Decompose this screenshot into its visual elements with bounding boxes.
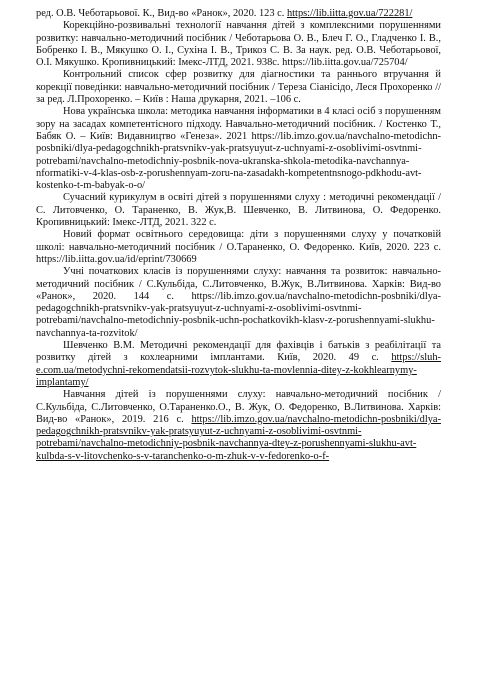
reference-text: Учні початкових класів із порушеннями слуху: навчання та розвиток: навчально-методичний посібник / С.Кульбіда, С.Литовченко, В.Жук, В.Литвинова. Харків: Вид-во «Ранок», 2020. 144 с. xyxy=(36,266,441,302)
reference-text: Корекційно-розвивальні технології навчання дітей з комплексними порушеннями розвитку: навчально-методичний посібник / Чеботарьова О. В., Блеч Г. О., Гладченко І. В., Бобренко І. В., Мякушко О. І., Сухіна І. В., Трикоз С. В. За наук. ред. О.В. Чеботарьової, О.І. Мякушко. Кропивницький: Імекс-ЛТД, 2021. 938с. xyxy=(36,20,441,69)
reference-entry-7 xyxy=(36,266,441,340)
reference-text: Нова українська школа: методика навчання інформатики в 4 класі осіб з порушенням зору на засадах компетентісного підходу. Навчально-методичний посібник. / Костенко Т., Бабяк О. – Київ: Видавництво «Генеза». 2021 xyxy=(36,106,441,142)
reference-link[interactable]: https://lib.iitta.gov.ua/id/eprint/730669 xyxy=(36,253,197,265)
reference-entry-1 xyxy=(36,8,441,20)
reference-text: Новий формат освітнього середовища: діти з порушеннями слуху у початковій школі: навчально-методичний посібник / О.Тараненко, О. Федоренко. Київ, 2020. 223 с. xyxy=(36,229,441,253)
reference-text: Навчання дітей із порушеннями слуху: навчально-методичний посібник / С.Кульбіда, С.Литовченко, О.Тараненко.О., В. Жук, О. Федоренко, В.Литвинова. Харків: Вид-во «Ранок», 2019. 216 с. xyxy=(36,389,441,425)
reference-link[interactable]: https://lib.iitta.gov.ua/725704/ xyxy=(282,57,408,69)
reference-entry-8 xyxy=(36,340,441,389)
reference-text: Шевченко В.М. Методичні рекомендації для фахівців і батьків з реабілітації та розвитку дітей з кохлеарними імплантами. Київ, 2020. 49 с. xyxy=(36,340,441,364)
reference-text: Контрольний список сфер розвитку для діагностики та раннього втручання й корекції поведінки: навчально-методичний посібник / Тереза Сіанісідо, Леся Прохоренко // за ред. Л.Прохоренко. – Київ : Наша друкарня, 2021. –106 с. xyxy=(36,69,441,106)
reference-link[interactable]: https://sluh-e.com.ua/metodychni-rekomendatsii-rozvytok-slukhu-ta-movlennia-ditey-z-kokhlearnymy-implantamy/ xyxy=(36,352,441,388)
reference-link[interactable]: https://lib.imzo.gov.ua/navchalno-metodichn-posbniki/dlya-pedagogchnikh-pratsvnikv-yak-pratsyuyut-z-uchnyami-z-osoblivimi-osvtnmi-potrebami/navchalno-metodichniy-posbnik-nova-ukranska-shkola-metodika-navchannya-nformatiki-v-4-klas-osb-z-porushennyam-zoru-na-zasadakh-kompetentnsnogo-pdkhodu-avt-kostenko-t-m-babyak-o-o/ xyxy=(36,130,441,192)
reference-link[interactable]: https://lib.imzo.gov.ua/navchalno-metodichn-posbniki/dlya-pedagogchnikh-pratsvnikv-yak-pratsyuyut-z-uchnyami-z-osoblivimi-osvtnmi-potrebami/navchalno-metodichniy-posbnik-navchannya-dtey-z-porushennyami-slukhu-avt-kulbda-s-v-litovchenko-s-v-taranchenko-o-m-zhuk-v-v-fedorenko-o-f- xyxy=(36,413,441,462)
reference-entry-5 xyxy=(36,192,441,229)
reference-entry-6 xyxy=(36,229,441,266)
reference-text: ред. О.В. Чеботарьової. К., Вид-во «Ранок», 2020. 123 с. xyxy=(36,8,285,19)
reference-entry-3 xyxy=(36,69,441,106)
reference-entry-9 xyxy=(36,389,441,463)
reference-entry-2 xyxy=(36,20,441,69)
reference-entry-4 xyxy=(36,106,441,192)
reference-text: Сучасний курикулум в освіті дітей з порушеннями слуху : методичні рекомендації / С. Литовченко, О. Тараненко, В. Жук,В. Шевченко, В. Литвинова, О. Федоренко. Кропивницький: Імекс-ЛТД, 2021. 322 с. xyxy=(36,192,441,229)
reference-link[interactable]: https://lib.imzo.gov.ua/navchalno-metodichn-posbniki/dlya-pedagogchnikh-pratsvnikv-yak-pratsyuyut-z-uchnyami-z-osoblivimi-osvtnmi-potrebami/navchalno-metodichniy-posbnik-uchn-pochatkovikh-klasv-z-porushennyami-slukhu-navchannya-ta-rozvitok/ xyxy=(36,290,441,339)
reference-link[interactable]: https://lib.iitta.gov.ua/722281/ xyxy=(286,8,413,19)
